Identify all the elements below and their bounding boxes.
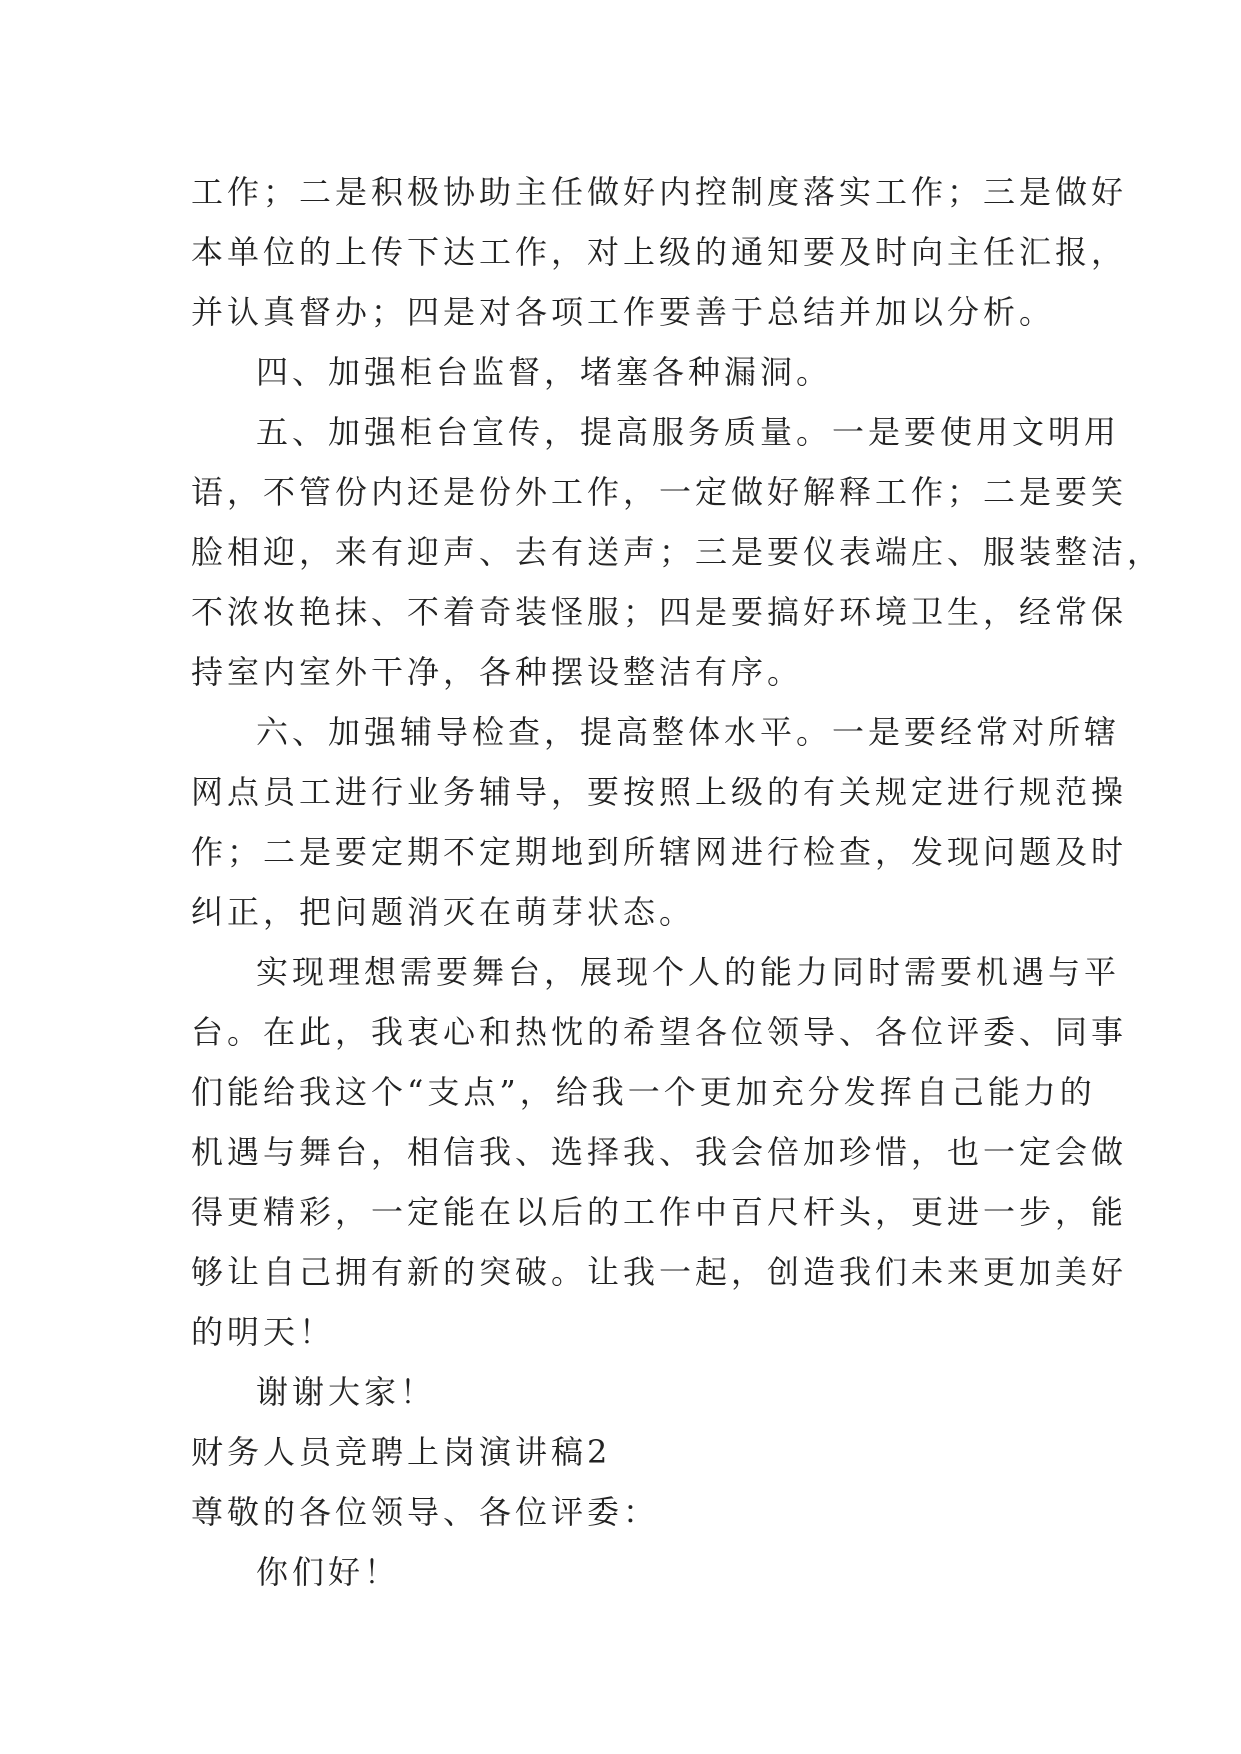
text-line: 的明天！ <box>191 1313 336 1351</box>
text-line: 持室内室外干净，各种摆设整洁有序。 <box>191 653 804 691</box>
text-line: 六、加强辅导检查，提高整体水平。一是要经常对所辖 <box>256 713 1121 751</box>
text-line: 机遇与舞台，相信我、选择我、我会倍加珍惜，也一定会做 <box>191 1133 1128 1171</box>
section-title: 财务人员竞聘上岗演讲稿2 <box>191 1433 612 1471</box>
text-line: 得更精彩，一定能在以后的工作中百尺杆头，更进一步，能 <box>191 1193 1128 1231</box>
text-line: 网点员工进行业务辅导，要按照上级的有关规定进行规范操 <box>191 773 1128 811</box>
text-line: 纠正，把问题消灭在萌芽状态。 <box>191 893 696 931</box>
greeting: 你们好！ <box>256 1553 401 1591</box>
text-line: 四、加强柜台监督，堵塞各种漏洞。 <box>256 353 833 391</box>
text-line: 够让自己拥有新的突破。让我一起，创造我们未来更加美好 <box>191 1253 1128 1291</box>
text-line: 实现理想需要舞台，展现个人的能力同时需要机遇与平 <box>256 953 1121 991</box>
text-line: 不浓妆艳抹、不着奇装怪服；四是要搞好环境卫生，经常保 <box>191 593 1128 631</box>
text-line: 作；二是要定期不定期地到所辖网进行检查，发现问题及时 <box>191 833 1128 871</box>
text-line: 并认真督办；四是对各项工作要善于总结并加以分析。 <box>191 293 1056 331</box>
text-line: 语，不管份内还是份外工作，一定做好解释工作；二是要笑 <box>191 473 1128 511</box>
text-line: 工作；二是积极协助主任做好内控制度落实工作；三是做好 <box>191 173 1128 211</box>
text-line: 本单位的上传下达工作，对上级的通知要及时向主任汇报， <box>191 233 1128 271</box>
salutation: 尊敬的各位领导、各位评委： <box>191 1493 660 1531</box>
text-line: 五、加强柜台宣传，提高服务质量。一是要使用文明用 <box>256 413 1121 451</box>
text-line: 们能给我这个“支点”，给我一个更加充分发挥自己能力的 <box>191 1073 1096 1111</box>
document-body <box>191 162 1164 1602</box>
text-line: 脸相迎，来有迎声、去有送声；三是要仪表端庄、服装整洁， <box>191 533 1164 571</box>
text-line: 台。在此，我衷心和热忱的希望各位领导、各位评委、同事 <box>191 1013 1128 1051</box>
text-line: 谢谢大家！ <box>256 1373 437 1411</box>
